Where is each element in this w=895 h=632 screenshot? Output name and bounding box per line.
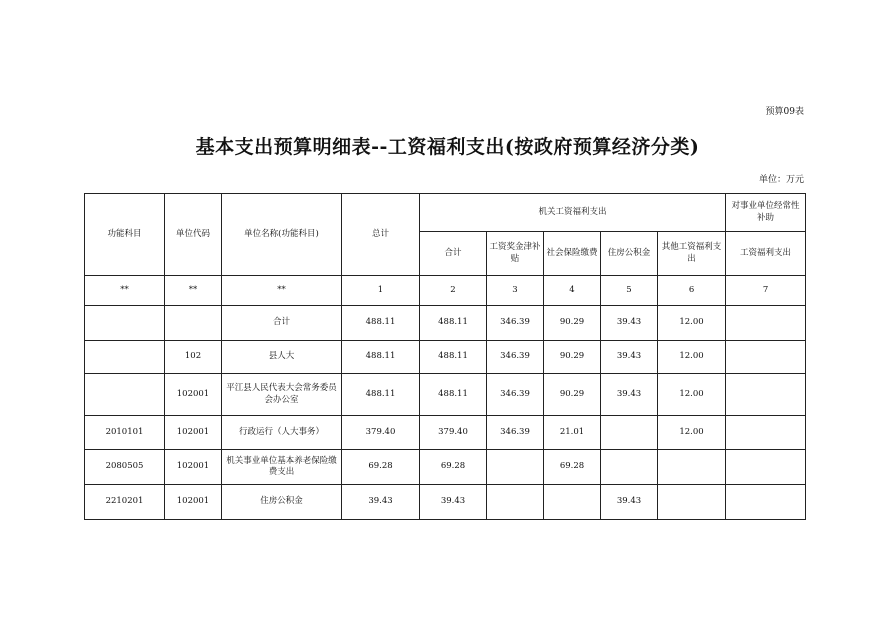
table-cell <box>726 416 806 450</box>
table-row <box>85 306 806 341</box>
table-cell <box>726 341 806 374</box>
table-cell <box>726 306 806 341</box>
table-cell: 346.39 <box>487 306 544 341</box>
table-cell: 346.39 <box>487 341 544 374</box>
table-cell: 12.00 <box>658 341 726 374</box>
table-cell: 12.00 <box>658 416 726 450</box>
index-cell: ** <box>85 276 165 306</box>
index-row <box>85 276 806 306</box>
index-cell: ** <box>165 276 222 306</box>
table-cell <box>726 374 806 416</box>
table-row <box>85 485 806 520</box>
table-cell <box>487 485 544 520</box>
header-housing-fund: 住房公积金 <box>601 232 658 276</box>
table-cell: 机关事业单位基本养老保险缴费支出 <box>222 450 342 485</box>
table-cell <box>85 374 165 416</box>
table-cell <box>726 450 806 485</box>
table-cell: 行政运行（人大事务） <box>222 416 342 450</box>
table-cell: 90.29 <box>544 341 601 374</box>
table-row <box>85 341 806 374</box>
table-cell: 488.11 <box>420 341 487 374</box>
table-cell <box>544 485 601 520</box>
header-func-subject: 功能科目 <box>85 194 165 276</box>
table-cell: 12.00 <box>658 306 726 341</box>
table-row <box>85 416 806 450</box>
table-cell: 102001 <box>165 416 222 450</box>
header-sum: 合计 <box>420 232 487 276</box>
table-cell: 346.39 <box>487 416 544 450</box>
index-cell: 6 <box>658 276 726 306</box>
table-cell: 488.11 <box>342 374 420 416</box>
table-cell: 69.28 <box>544 450 601 485</box>
table-cell: 90.29 <box>544 374 601 416</box>
table-cell: 102001 <box>165 450 222 485</box>
table-cell <box>601 416 658 450</box>
unit-label: 单位：万元 <box>758 175 804 185</box>
table-cell: 488.11 <box>420 306 487 341</box>
table-cell: 2080505 <box>85 450 165 485</box>
table-cell: 488.11 <box>342 341 420 374</box>
table-cell <box>658 450 726 485</box>
table-cell: 2210201 <box>85 485 165 520</box>
table-cell: 39.43 <box>420 485 487 520</box>
table-cell: 488.11 <box>420 374 487 416</box>
table-cell: 12.00 <box>658 374 726 416</box>
page-code: 预算09表 <box>765 107 804 117</box>
table-cell: 住房公积金 <box>222 485 342 520</box>
table-cell: 102001 <box>165 374 222 416</box>
table-cell: 21.01 <box>544 416 601 450</box>
index-cell: 7 <box>726 276 806 306</box>
index-cell: 2 <box>420 276 487 306</box>
table-cell: 69.28 <box>342 450 420 485</box>
table-cell: 379.40 <box>420 416 487 450</box>
header-row-1 <box>85 194 806 232</box>
table-cell: 379.40 <box>342 416 420 450</box>
table-cell <box>601 450 658 485</box>
table-cell: 90.29 <box>544 306 601 341</box>
table-cell <box>85 306 165 341</box>
budget-table <box>84 193 806 520</box>
table-cell <box>726 485 806 520</box>
header-other-welfare: 其他工资福利支出 <box>658 232 726 276</box>
table-cell: 39.43 <box>342 485 420 520</box>
page-title: 基本支出预算明细表--工资福利支出(按政府预算经济分类) <box>195 136 700 158</box>
index-cell: 5 <box>601 276 658 306</box>
header-unit-name: 单位名称(功能科目) <box>222 194 342 276</box>
index-cell: 1 <box>342 276 420 306</box>
header-social-ins: 社会保险缴费 <box>544 232 601 276</box>
table-cell: 39.43 <box>601 374 658 416</box>
header-total: 总计 <box>342 194 420 276</box>
index-cell: ** <box>222 276 342 306</box>
table-cell: 39.43 <box>601 306 658 341</box>
table-cell <box>85 341 165 374</box>
table-cell <box>487 450 544 485</box>
table-cell <box>658 485 726 520</box>
header-inst-group: 对事业单位经常性补助 <box>726 194 806 232</box>
table-cell: 39.43 <box>601 485 658 520</box>
index-cell: 4 <box>544 276 601 306</box>
header-unit-code: 单位代码 <box>165 194 222 276</box>
table-cell: 102 <box>165 341 222 374</box>
table-cell: 39.43 <box>601 341 658 374</box>
table-cell: 合计 <box>222 306 342 341</box>
table-cell: 2010101 <box>85 416 165 450</box>
table-row <box>85 450 806 485</box>
table-cell: 县人大 <box>222 341 342 374</box>
index-cell: 3 <box>487 276 544 306</box>
table-cell: 346.39 <box>487 374 544 416</box>
header-org-group: 机关工资福利支出 <box>420 194 726 232</box>
table-row <box>85 374 806 416</box>
header-inst-welfare: 工资福利支出 <box>726 232 806 276</box>
table-cell: 平江县人民代表大会常务委员会办公室 <box>222 374 342 416</box>
table-cell: 488.11 <box>342 306 420 341</box>
table-cell <box>165 306 222 341</box>
table-cell: 69.28 <box>420 450 487 485</box>
table-cell: 102001 <box>165 485 222 520</box>
header-wage-bonus: 工资奖金津补贴 <box>487 232 544 276</box>
